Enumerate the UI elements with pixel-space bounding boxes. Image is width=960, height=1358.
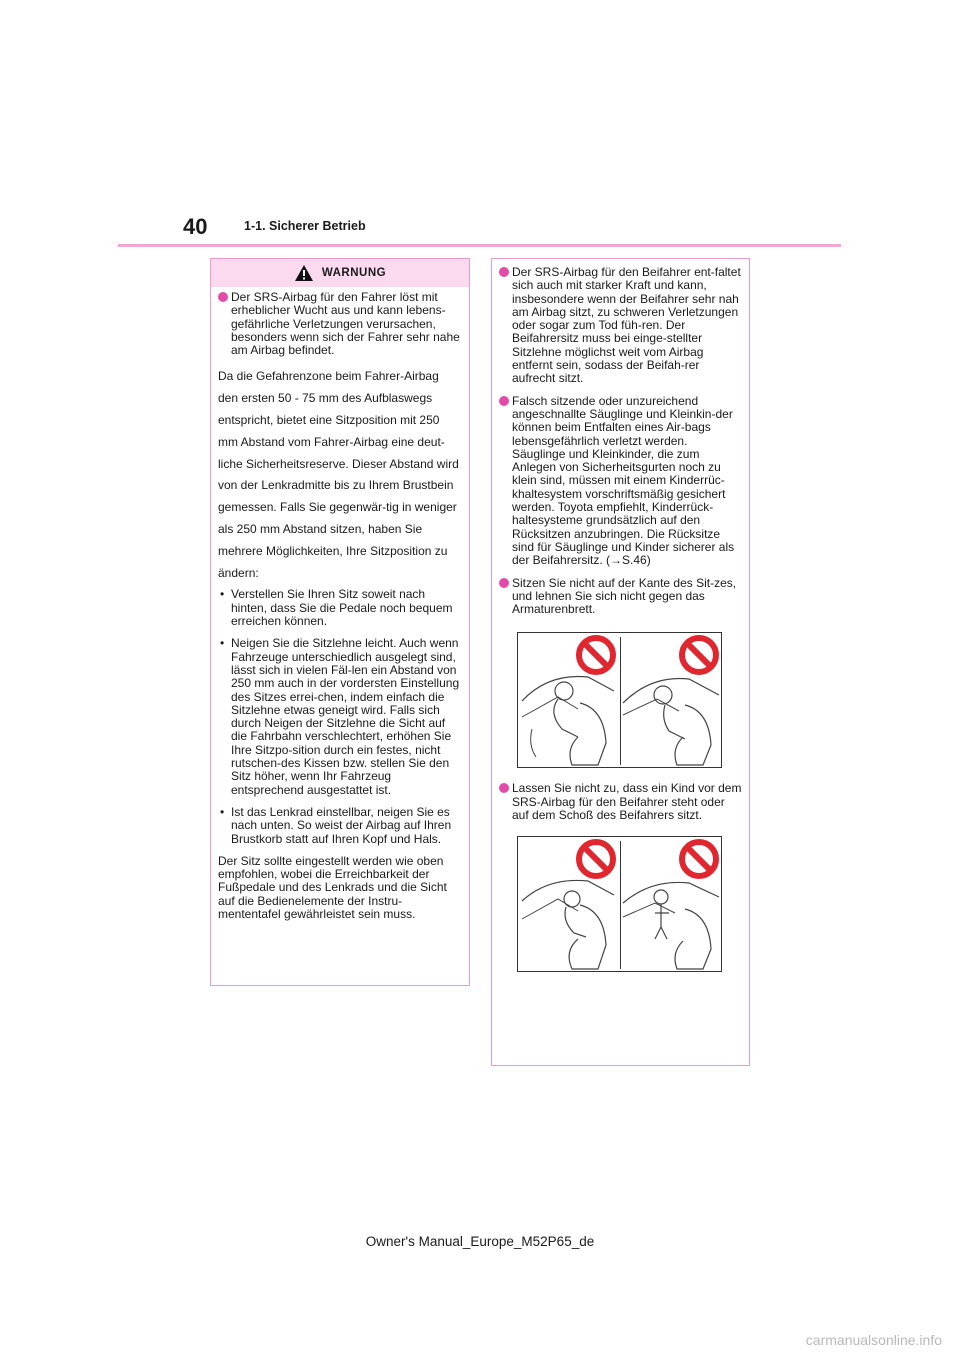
warning-item-text: Falsch sitzende oder unzureichend angeschnallte Säuglinge und Kleinkin-der können beim Entfalten eines Air-bags lebensgefährlich verletzt werden. Säuglinge und Kleinkinder, die zum Anlegen von Sicherheitsgurten noch zu klein sind, müssen mit einem Kinderrüc-khaltesystem vorschriftsmäßig gesichert werden. Toyota empfiehlt, Kinderrück-haltesysteme grundsätzlich auf den Rücksitzen anzubringen. Die Rücksitze sind für Säuglinge und Kinder sicherer als der Beifahrersitz. (→S.46): [512, 393, 735, 568]
watermark: carmanualsonline.info: [805, 1332, 942, 1348]
dot-icon: •: [220, 587, 225, 602]
spacer: [499, 768, 742, 782]
sub-item: [218, 637, 462, 797]
list-item: [499, 577, 742, 617]
footer-manual-name: Owner's Manual_Europe_M52P65_de: [365, 1234, 595, 1249]
warning-content: [492, 259, 749, 972]
warning-item-text: Der SRS-Airbag für den Fahrer löst mit erheblicher Wucht aus und kann lebens-gefährliche Verletzungen verursachen, besonders wenn sich der Fahrer sehr nahe am Airbag befindet.: [231, 290, 460, 358]
dot-icon: •: [220, 636, 225, 651]
illustration-panel: [518, 633, 620, 769]
bullet-icon: [218, 292, 228, 302]
list-item: [499, 782, 742, 822]
warning-paragraph: Der Sitz sollte eingestellt werden wie oben empfohlen, wobei die Erreichbarkeit der Fußpedale und des Lenkrads und die Sicht auf die Bedienelemente der Instru-mententafel gewährleistet sein muss.: [218, 853, 447, 921]
warning-triangle-icon: [294, 264, 314, 282]
warning-box: [210, 258, 470, 986]
illustration-panel: [621, 837, 723, 973]
warning-paragraph: Da die Gefahrenzone beim Fahrer-Airbag den ersten 50 - 75 mm des Aufblaswegs entspricht, bietet eine Sitzposition mit 250 mm Abstand vom Fahrer-Airbag eine deut-liche Sicherheitsreserve. Dieser Abstand wird von der Lenkradmitte bis zu Ihrem Brustbein gemessen. Falls Sie gegenwär-tig in weniger als 250 mm Abstand sitzen, haben Sie mehrere Möglichkeiten, Ihre Sitzposition zu ändern:: [218, 369, 459, 580]
list-item: [499, 266, 742, 386]
sub-item-text: Neigen Sie die Sitzlehne leicht. Auch wenn Fahrzeuge unterschiedlich ausgelegt sind, lässt sich in vielen Fäl-len ein Abstand von 250 mm auch in der vordersten Einstellung des Sitzes errei-chen, indem einfach die Sitzlehne etwas geneigt wird. Falls sich durch Neigen der Sitzlehne die Sicht auf die Fahrbahn verschlechtert, erhöhen Sie Ihre Sitzpo-sition durch ein festes, nicht rutschen-des Kissen bzw. stellen Sie den Sitz höher, wenn Ihr Fahrzeug entsprechend ausgestattet ist.: [231, 636, 460, 797]
list-item: [218, 291, 462, 357]
bullet-icon: [499, 267, 509, 277]
sub-item: [218, 806, 462, 846]
list-item: [499, 395, 742, 568]
sub-item-text: Verstellen Sie Ihren Sitz soweit nach hinten, dass Sie die Pedale noch bequem erreichen können.: [231, 587, 453, 629]
bullet-icon: [499, 396, 509, 406]
illustration-adult-leaning: [517, 632, 722, 768]
warning-header: [211, 259, 469, 287]
header-rule: [118, 244, 841, 247]
warning-item-text: Sitzen Sie nicht auf der Kante des Sit-zes, und lehnen Sie sich nicht gegen das Armaturenbrett.: [512, 575, 737, 617]
section-title: 1-1. Sicherer Betrieb: [244, 219, 366, 233]
bullet-icon: [499, 783, 509, 793]
illustration-panel: [518, 837, 620, 973]
warning-box-continued: [491, 258, 750, 1066]
sub-item-text: Ist das Lenkrad einstellbar, neigen Sie es nach unten. So weist der Airbag auf Ihren Brustkorb statt auf Ihren Kopf und Hals.: [231, 804, 452, 846]
warning-item-text: Lassen Sie nicht zu, dass ein Kind vor dem SRS-Airbag für den Beifahrer steht oder auf dem Schoß des Beifahrers sitzt.: [512, 781, 742, 823]
warning-content: [211, 287, 469, 921]
illustration-child: [517, 836, 722, 972]
dot-icon: •: [220, 804, 225, 819]
bullet-icon: [499, 578, 509, 588]
sub-item: [218, 588, 462, 628]
illustration-panel: [621, 633, 723, 769]
warning-title: WARNUNG: [321, 267, 387, 279]
page-number: 40: [183, 214, 208, 239]
warning-item-text: Der SRS-Airbag für den Beifahrer ent-faltet sich auch mit starker Kraft und kann, insbesondere wenn der Beifahrer sehr nah am Airbag sitzt, zu schweren Verletzungen oder sogar zum Tod füh-ren. Der Beifahrersitz muss bei einge-stellter Sitzlehne möglichst weit vom Airbag entfernt sein, sodass der Beifah-rer aufrecht sitzt.: [512, 265, 741, 386]
